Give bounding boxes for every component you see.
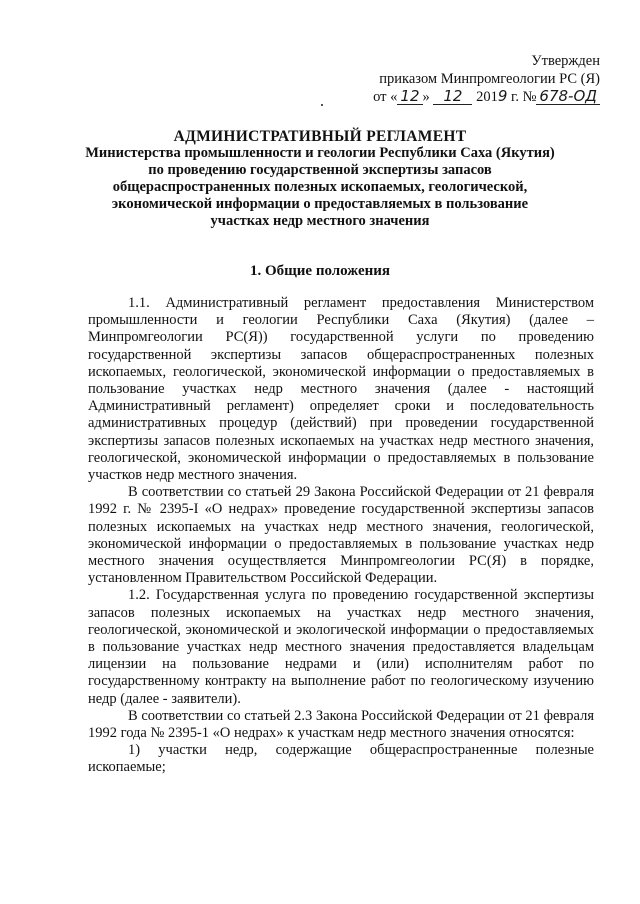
- heading-line: участках недр местного значения: [210, 213, 430, 229]
- document-heading: [60, 128, 580, 230]
- document-title: АДМИНИСТРАТИВНЫЙ РЕГЛАМЕНТ: [173, 128, 467, 145]
- heading-line: экономической информации о предоставляемых в пользование: [111, 196, 529, 212]
- paragraph: 1.1. Административный регламент предоставления Министерством промышленности и геологии Республики Саха (Якутия) (далее – Минпромгеологии РС(Я)) государственной услуги по проведению государственной экспертизы запасов общераспространенных полезных ископаемых, геологической, экономической информации о предоставляемых в пользование участках недр местного значения (далее - настоящий Административный регламент) определяет сроки и последовательность административных процедур (действий) при проведении государственной экспертизы запасов полезных ископаемых на участках недр местного значения, геологической, экономической информации о предоставляемых в пользование участков недр местного значения.: [88, 295, 594, 484]
- date-prefix: от «: [373, 89, 398, 105]
- handwritten-month: 12: [433, 89, 472, 105]
- scan-speck: [321, 104, 323, 106]
- heading-line: по проведению государственной экспертизы запасов: [148, 162, 492, 178]
- paragraph: 1) участки недр, содержащие общераспространенные полезные ископаемые;: [88, 742, 594, 776]
- approval-date-line: [373, 88, 600, 106]
- paragraph: 1.2. Государственная услуга по проведению государственной экспертизы запасов полезных ископаемых на участках недр местного значения, геологической, экономической и экологической информации о предоставляемых в пользование участках недр местного значения предоставляется владельцам лицензии на пользование недрами и (или) исполнителям работ по государственному контракту на выполнение работ по геологическому изучению недр (далее - заявители).: [88, 587, 594, 707]
- handwritten-order-number: 678-ОД: [536, 89, 600, 105]
- approval-title: Утвержден: [531, 53, 600, 69]
- handwritten-year-digit: 9: [497, 87, 508, 105]
- document-body: [88, 295, 594, 777]
- approval-order: приказом Минпромгеологии РС (Я): [379, 71, 600, 87]
- section-title: 1. Общие положения: [249, 263, 391, 279]
- paragraph: В соответствии со статьей 2.3 Закона Российской Федерации от 21 февраля 1992 года № 2395-1 «О недрах» к участкам недр местного значения относятся:: [88, 707, 594, 742]
- year-suffix: г. №: [511, 89, 537, 105]
- heading-line: Министерства промышленности и геологии Республики Саха (Якутия): [85, 145, 555, 161]
- approval-stamp: [373, 52, 600, 106]
- heading-line: общераспространенных полезных ископаемых, геологической,: [112, 179, 528, 195]
- year-prefix: 201: [476, 89, 498, 105]
- date-mid: »: [422, 89, 430, 105]
- handwritten-day: 12: [397, 89, 422, 105]
- paragraph: В соответствии со статьей 29 Закона Российской Федерации от 21 февраля 1992 г. № 2395-I «О недрах» проведение государственной экспертизы запасов полезных ископаемых на участках недр местного значения, геологической, экономической информации о предоставляемых в пользование участках недр местного значения осуществляется Минпромгеологии РС(Я) в порядке, установленном Правительством Российской Федерации.: [88, 484, 594, 587]
